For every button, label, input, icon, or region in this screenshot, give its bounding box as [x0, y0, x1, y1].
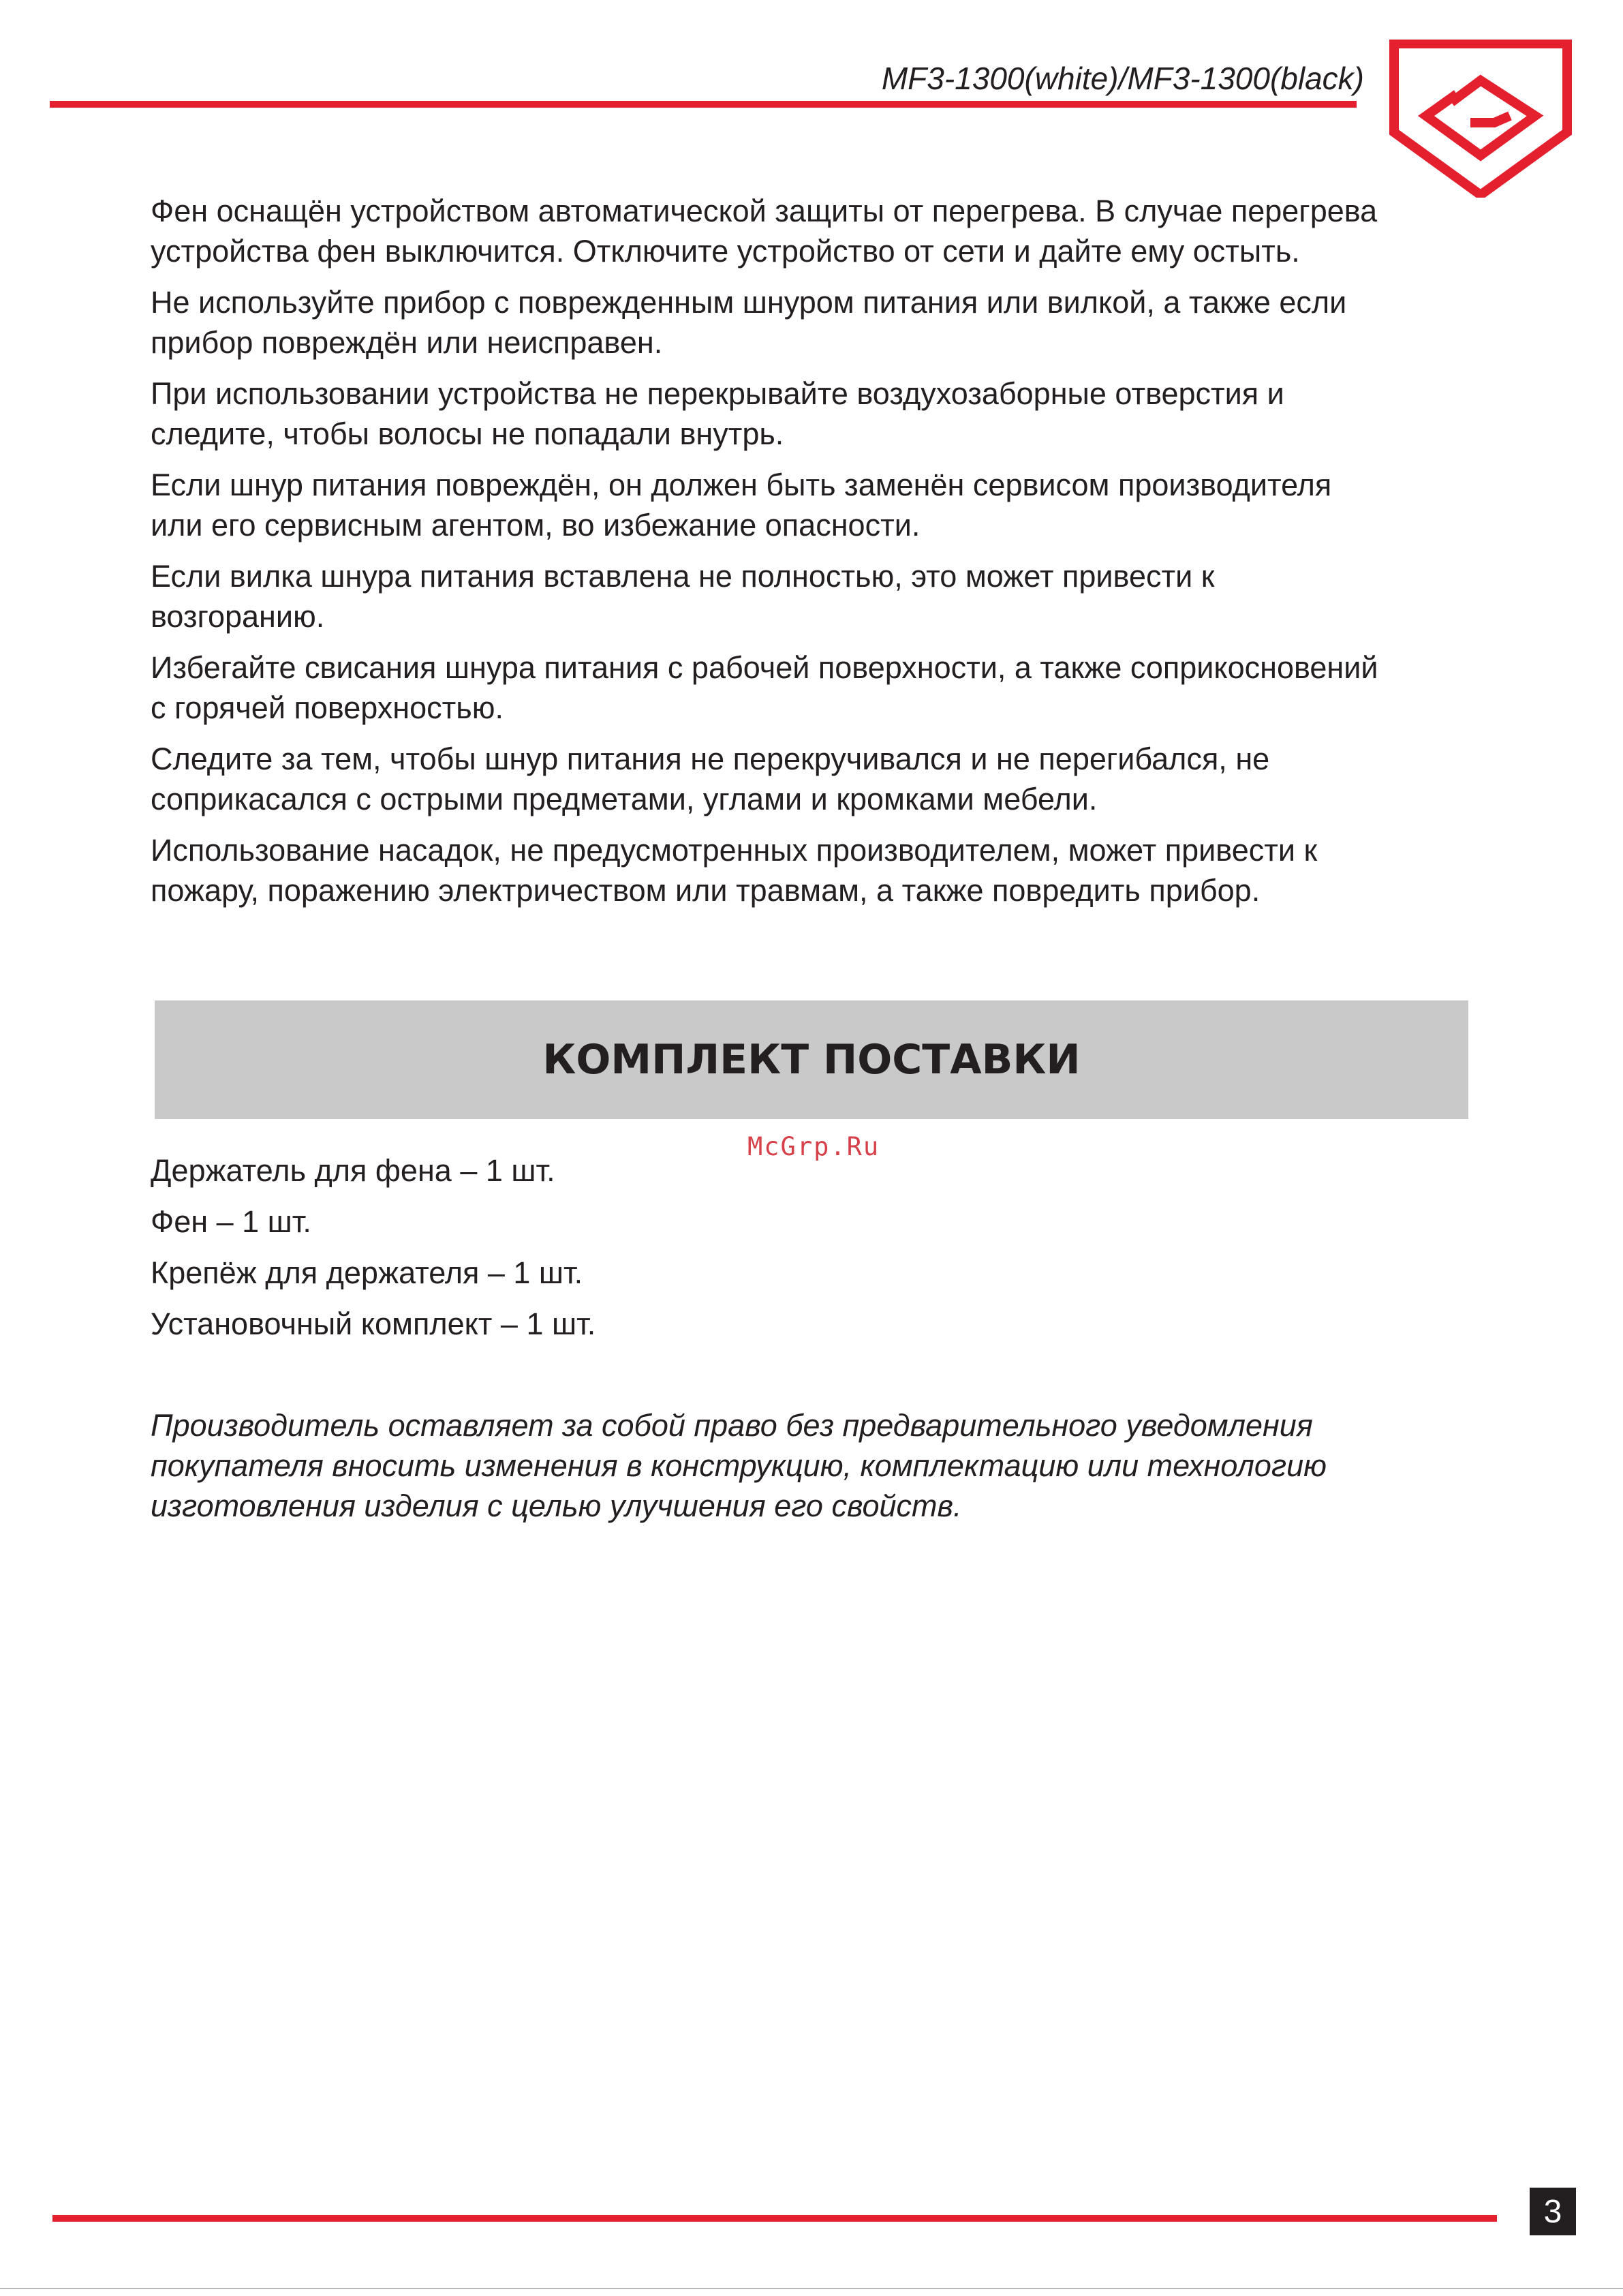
- paragraph-air-intake: При использовании устройства не перекрывайте воздухозаборные отверстия и следите, чтобы волосы не попадали внутрь.: [151, 376, 1284, 451]
- brand-logo-icon: [1389, 40, 1573, 198]
- header-divider: [50, 101, 1357, 108]
- paragraph-attachments: Использование насадок, не предусмотренных производителем, может привести к пожару, поражению электричеством или травмам, а также повредить прибор.: [151, 833, 1318, 908]
- paragraph-cord-twisting: Следите за тем, чтобы шнур питания не перекручивался и не перегибался, не соприкасался с острыми предметами, углами и кромками мебели.: [151, 741, 1270, 816]
- paragraph-plug: Если вилка шнура питания вставлена не полностью, это может привести к возгоранию.: [151, 559, 1215, 634]
- section-title: КОМПЛЕКТ ПОСТАВКИ: [542, 1036, 1081, 1084]
- model-title: MF3-1300(white)/MF3-1300(black): [881, 61, 1364, 96]
- list-item: Фен – 1 шт.: [151, 1204, 311, 1239]
- paragraph-damaged-cord: Не используйте прибор с поврежденным шнуром питания или вилкой, а также если прибор повреждён или неисправен.: [151, 285, 1347, 360]
- paragraph-overheat: Фен оснащён устройством автоматической защиты от перегрева. В случае перегрева устройства фен выключится. Отключите устройство от сети и дайте ему остыть.: [151, 194, 1378, 269]
- kit-list: [151, 1150, 596, 1355]
- paragraph-hanging-cord: Избегайте свисания шнура питания с рабочей поверхности, а также соприкосновений с горячей поверхностью.: [151, 650, 1378, 725]
- footer-divider: [52, 2215, 1497, 2222]
- list-item: Держатель для фена – 1 шт.: [151, 1153, 555, 1188]
- page-edge-rule: [0, 2288, 1623, 2289]
- list-item: Крепёж для держателя – 1 шт.: [151, 1255, 583, 1290]
- safety-instructions: [151, 191, 1486, 921]
- list-item: Установочный комплект – 1 шт.: [151, 1306, 596, 1341]
- watermark-link[interactable]: McGrp.Ru: [747, 1132, 880, 1161]
- manufacturer-disclaimer: Производитель оставляет за собой право без предварительного уведомления покупателя вносить изменения в конструкцию, комплектацию или технологию изготовления изделия с целью улучшения его свойств.: [151, 1408, 1327, 1523]
- paragraph-cord-replacement: Если шнур питания повреждён, он должен быть заменён сервисом производителя или его сервисным агентом, во избежание опасности.: [151, 468, 1332, 542]
- section-banner: [155, 1000, 1468, 1119]
- page-number: 3: [1530, 2188, 1576, 2235]
